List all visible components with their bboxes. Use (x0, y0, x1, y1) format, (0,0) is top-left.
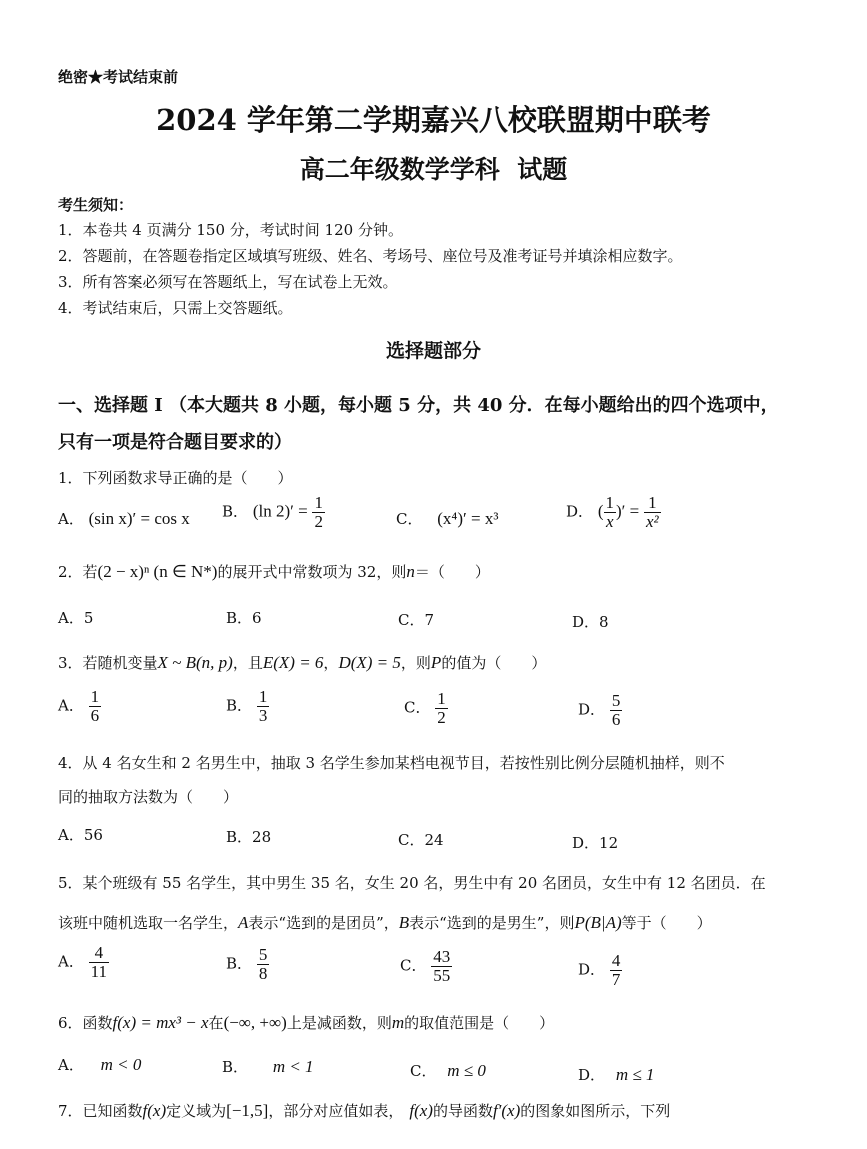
q4-option-b: B．28 (226, 828, 272, 846)
notice-heading: 考生须知： (58, 196, 134, 214)
notice-item: 3．所有答案必须写在答题纸上，写在试卷上无效。 (58, 273, 398, 291)
q5-option-a (58, 944, 109, 981)
q5-option-d (578, 952, 622, 989)
math-expr: m < 1 (272, 1057, 314, 1076)
math-expr: (2 − x)ⁿ (n ∈ N*) (97, 562, 218, 581)
notice-item: 1．本卷共 4 页满分 150 分，考试时间 120 分钟。 (58, 221, 403, 239)
stem-text: 等于（ ） (621, 914, 712, 932)
fraction (644, 494, 661, 531)
numerator: 5 (258, 945, 268, 964)
stem-text: ＝（ ） (414, 563, 490, 581)
math-expr: m < 0 (100, 1055, 142, 1074)
math-var: A (238, 913, 249, 932)
option-label: D． (578, 960, 606, 979)
question-7-stem (58, 1100, 670, 1121)
notice-item: 2．答题前，在答题卷指定区域填写班级、姓名、考场号、座位号及准考证号并填涂相应数字。 (58, 247, 683, 265)
numerator: 4 (94, 943, 104, 962)
notice-item: 4．考试结束后，只需上交答题纸。 (58, 299, 293, 317)
math-expr: D(X) = 5 (338, 653, 401, 672)
q4-option-a: A．56 (58, 826, 103, 844)
option-label: B． (226, 954, 253, 973)
stem-text: 2．若 (58, 563, 98, 581)
option-label: C． (404, 698, 431, 717)
question-4-stem: 同的抽取方法数为（ ） (58, 788, 239, 806)
numerator: 1 (90, 687, 100, 706)
q1-option-a (58, 508, 190, 529)
math-expr: P(B|A) (574, 913, 622, 932)
math-expr: f(x) = mx³ − x (112, 1013, 209, 1032)
math-expr: f(x) (142, 1101, 167, 1120)
option-label: D． (578, 1066, 606, 1084)
fraction (603, 494, 616, 531)
stem-text: 6．函数 (58, 1014, 113, 1032)
numerator: 1 (258, 687, 268, 706)
fraction (257, 946, 270, 983)
math-var: n (406, 562, 415, 581)
q2-option-a: A．5 (58, 609, 94, 627)
option-label: B． (226, 696, 253, 715)
paren: ( (597, 501, 604, 521)
q2-option-c: C．7 (398, 611, 435, 629)
option-label: B． (222, 1058, 249, 1076)
stem-text: 上是减函数，则 (286, 1014, 392, 1032)
math-expr: E(X) = 6 (262, 653, 324, 672)
math-expr: m ≤ 0 (447, 1061, 486, 1080)
denominator: x (605, 511, 614, 531)
stem-text: 在 (208, 1014, 224, 1032)
paren: )′ = (615, 501, 640, 521)
stem-text: 的展开式中常数项为 32，则 (217, 563, 407, 581)
numerator: 4 (611, 951, 621, 970)
option-label: A． (58, 952, 84, 971)
q2-option-b: B．6 (226, 609, 262, 627)
stem-text: 的取值范围是（ ） (404, 1014, 555, 1032)
section-title: 选择题部分 (385, 340, 481, 362)
numerator: 1 (437, 689, 446, 708)
math-expr: (ln 2)′ = (252, 501, 308, 521)
part-heading: 一、选择题 I （本大题共 8 小题，每小题 5 分，共 40 分．在每小题给出的四个选项中， (58, 395, 779, 416)
stem-text: 的导函数 (432, 1102, 493, 1120)
stem-text: 3．若随机变量 (58, 654, 158, 672)
question-3-stem (58, 652, 546, 673)
numerator: 43 (433, 947, 451, 966)
denominator: 6 (611, 709, 621, 729)
math-expr: m ≤ 1 (615, 1065, 655, 1084)
numerator: 1 (314, 493, 323, 512)
question-4-stem: 4．从 4 名女生和 2 名男生中，抽取 3 名学生参加某档电视节目，若按性别比例分层随机抽样，则不 (58, 754, 725, 772)
option-label: C． (396, 510, 423, 528)
q6-option-b (222, 1056, 314, 1077)
math-var: m (391, 1013, 405, 1032)
stem-text: 表示“选到的是男生”，则 (409, 914, 575, 932)
denominator: 3 (258, 705, 268, 725)
q6-option-d (578, 1064, 654, 1085)
q1-option-c (396, 508, 498, 529)
option-label: A． (58, 1056, 84, 1074)
math-expr: (sin x)′ = cos x (88, 509, 190, 528)
math-expr: [−1,5] (226, 1101, 269, 1120)
fraction (89, 944, 109, 981)
math-expr: f′(x) (492, 1101, 521, 1120)
exam-subtitle: 高二年级数学学科 试题 (299, 155, 568, 184)
q1-option-d (566, 494, 661, 531)
option-label: D． (578, 700, 606, 719)
fraction (257, 688, 270, 725)
stem-text: 表示“选到的是团员”， (248, 914, 399, 932)
option-label: D． (566, 502, 594, 521)
denominator: 2 (314, 511, 323, 531)
stem-text: 定义域为 (166, 1102, 227, 1120)
option-label: C． (400, 956, 427, 975)
numerator: 1 (605, 493, 614, 512)
question-1-stem: 1．下列函数求导正确的是（ ） (58, 469, 293, 487)
option-label: A． (58, 510, 84, 528)
question-5-stem: 5．某个班级有 55 名学生，其中男生 35 名，女生 20 名，男生中有 20 名团员，女生中有 12 名团员．在 (58, 874, 766, 892)
stem-text: ，部分对应值如表， (268, 1102, 404, 1120)
denominator: 2 (437, 707, 446, 727)
math-var: B (398, 913, 410, 932)
math-var: P (430, 653, 442, 672)
q4-option-c: C．24 (398, 831, 444, 849)
stem-text: ， (323, 654, 339, 672)
numerator: 1 (648, 493, 657, 512)
math-expr: (−∞, +∞) (223, 1013, 287, 1032)
fraction (312, 494, 325, 531)
stem-text: 的值为（ ） (441, 654, 547, 672)
part-heading: 只有一项是符合题目要求的） (58, 432, 292, 453)
fraction (89, 688, 102, 725)
option-label: C． (410, 1062, 437, 1080)
q3-option-d (578, 692, 622, 729)
option-label: A． (58, 696, 84, 715)
math-expr: f(x) (409, 1101, 433, 1120)
numerator: 5 (611, 691, 621, 710)
denominator: 6 (90, 705, 100, 725)
denominator: 8 (258, 963, 268, 983)
stem-text: ，则 (400, 654, 431, 672)
math-expr: X ~ B(n, p) (157, 653, 233, 672)
stem-text: 7．已知函数 (58, 1102, 143, 1120)
q2-option-d: D．8 (572, 613, 609, 631)
fraction (610, 692, 623, 729)
q6-option-c (410, 1060, 486, 1081)
q5-option-c (400, 948, 452, 985)
q5-option-b (226, 946, 269, 983)
denominator: x² (645, 511, 659, 531)
math-expr: (x⁴)′ = x³ (437, 509, 499, 528)
stem-text: 的图象如图所示，下列 (520, 1102, 671, 1120)
stem-text: 该班中随机选取一名学生， (58, 914, 239, 932)
question-5-stem (58, 912, 712, 933)
question-2-stem (58, 561, 490, 582)
secret-mark: 绝密★考试结束前 (58, 68, 179, 86)
fraction (435, 690, 448, 727)
fraction (610, 952, 623, 989)
q6-option-a (58, 1054, 141, 1075)
question-6-stem (58, 1012, 554, 1033)
option-label: B． (222, 502, 249, 521)
q1-option-b (222, 494, 325, 531)
q4-option-d: D．12 (572, 834, 619, 852)
q3-option-b (226, 688, 269, 725)
denominator: 7 (611, 969, 621, 989)
q3-option-c (404, 690, 448, 727)
fraction (431, 948, 452, 985)
denominator: 55 (433, 965, 451, 985)
stem-text: ，且 (232, 654, 263, 672)
exam-title: 2024 学年第二学期嘉兴八校联盟期中联考 (156, 103, 711, 137)
q3-option-a (58, 688, 101, 725)
denominator: 11 (90, 961, 107, 981)
